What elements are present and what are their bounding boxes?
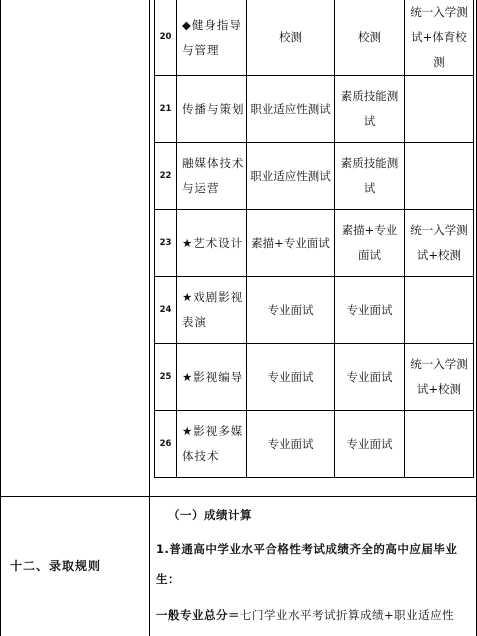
exam-method-1: 职业适应性测试: [247, 76, 335, 143]
table-row: [155, 76, 474, 143]
major-name: ★影视多媒体技术: [177, 411, 247, 478]
column-divider: [149, 0, 150, 636]
major-name: ◆健身指导与管理: [177, 0, 247, 76]
row-number: 21: [155, 76, 177, 143]
table-row: [155, 344, 474, 411]
exam-method-2: 素质技能测试: [335, 76, 405, 143]
row-number: 24: [155, 277, 177, 344]
exam-method-2: 素质技能测试: [335, 143, 405, 210]
exam-method-3: [405, 143, 474, 210]
table-row: [155, 210, 474, 277]
table-row: [155, 0, 474, 76]
major-name: ★艺术设计: [177, 210, 247, 277]
exam-method-1: 校测: [247, 0, 335, 76]
exam-method-2: 专业面试: [335, 411, 405, 478]
exam-method-1: 素描+专业面试: [247, 210, 335, 277]
exam-method-3: 统一入学测试+校测: [405, 210, 474, 277]
exam-method-1: 职业适应性测试: [247, 143, 335, 210]
exam-method-2: 专业面试: [335, 344, 405, 411]
majors-exam-table: [154, 0, 474, 478]
major-name: 传播与策划: [177, 76, 247, 143]
row-number: 22: [155, 143, 177, 210]
table-left-border: [0, 0, 1, 636]
exam-method-1: 专业面试: [247, 411, 335, 478]
row-number: 25: [155, 344, 177, 411]
exam-method-2: 素描+专业面试: [335, 210, 405, 277]
table-row: [155, 143, 474, 210]
formula-text: 七门学业水平考试折算成绩+职业适应性: [240, 608, 455, 622]
section-title: 十二、录取规则: [10, 559, 102, 573]
exam-method-3: [405, 76, 474, 143]
table-row: [155, 277, 474, 344]
major-name: ★影视编导: [177, 344, 247, 411]
row-number: 23: [155, 210, 177, 277]
table-row: [155, 411, 474, 478]
row-number: 26: [155, 411, 177, 478]
rule-item-1: 1.普通高中学业水平合格性考试成绩齐全的高中应届毕业生：: [156, 542, 458, 586]
score-formula: [156, 600, 472, 630]
admission-rules-content: [156, 497, 472, 630]
exam-method-3: [405, 277, 474, 344]
exam-method-3: [405, 411, 474, 478]
major-name: 融媒体技术与运营: [177, 143, 247, 210]
formula-label: 一般专业总分＝: [156, 608, 240, 622]
score-calculation-heading: （一）成绩计算: [168, 508, 252, 522]
exam-method-3: 统一入学测试+体育校测: [405, 0, 474, 76]
exam-method-2: 校测: [335, 0, 405, 76]
exam-method-2: 专业面试: [335, 277, 405, 344]
exam-method-3: 统一入学测试+校测: [405, 344, 474, 411]
major-name: ★戏剧影视表演: [177, 277, 247, 344]
exam-method-1: 专业面试: [247, 344, 335, 411]
row-number: 20: [155, 0, 177, 76]
exam-method-1: 专业面试: [247, 277, 335, 344]
